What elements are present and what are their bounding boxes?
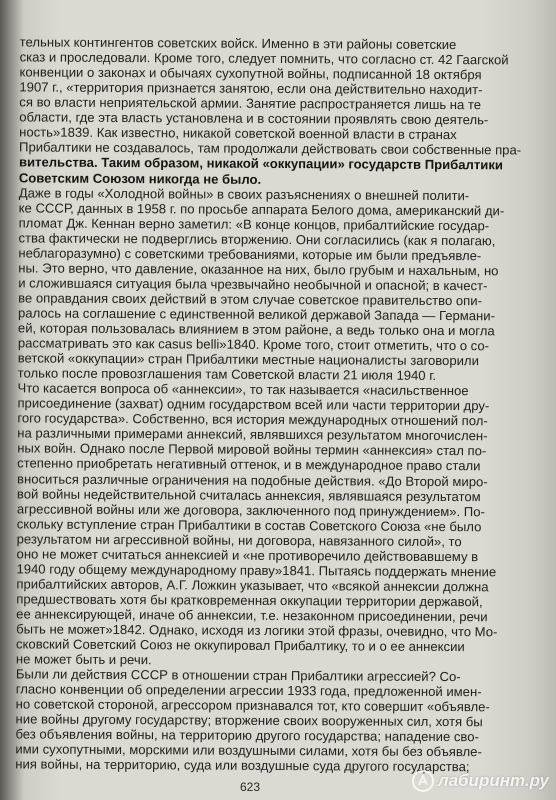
text-line: но советской стороной, агрессором признавался тот, кто совершит «объявле- bbox=[15, 696, 490, 715]
text-line: области, где эта власть установлена и в состоянии проявлять свою деятель- bbox=[19, 109, 489, 128]
text-line: предшествовать хотя бы кратковременная оккупации территории державой, bbox=[16, 591, 483, 610]
text-line: сказ и проследовали. Кроме того, следует помнить, что согласно ст. 42 Гаагской bbox=[19, 49, 509, 68]
text-line: сковский Советский Союз не оккупировал Прибалтику, то и о ее аннексии bbox=[15, 636, 465, 655]
text-line: 1907 г., «территория признается занятою, если она действительно находит- bbox=[19, 79, 483, 98]
text-line: гого государства». Собственно, вся история международных отношений пол- bbox=[17, 410, 488, 429]
text-line: быть не может»1842. Однако, исходя из логики этой фразы, очевидно, что Мо- bbox=[16, 621, 498, 640]
watermark-text: лабиринт.ру bbox=[438, 771, 549, 790]
text-line: агрессивной войны или же договора, заключенного под принуждением». По- bbox=[16, 500, 485, 519]
text-line: без объявления войны, на территорию другого государства; нападение сво- bbox=[15, 726, 479, 745]
text-line: Советским Союзом никогда не было. bbox=[18, 169, 262, 187]
text-line: Прибалтики не создавалось, там продолжали действовать свои собственные пра- bbox=[19, 139, 522, 158]
text-line: результатом ни агрессивной войны, ни договора, навязанного силой», то bbox=[16, 531, 462, 549]
text-line: ими сухопутными, морскими или воздушными силами, хотя бы без объявле- bbox=[15, 741, 482, 760]
text-line: и сложившаяся ситуация была чрезвычайно необычной и опасной; в качест- bbox=[18, 275, 488, 294]
text-line: Были ли действия СССР в отношении стран Прибалтики агрессией? Со- bbox=[15, 666, 461, 685]
book-page bbox=[15, 0, 540, 800]
text-line: ветской «оккупации» стран Прибалтики местные националисты заговорили bbox=[17, 350, 479, 369]
text-line: скольку вступление стран Прибалтики в состав Советского Союза «не было bbox=[16, 515, 482, 534]
text-line: присоединение (захват) одним государством всей или части территории дру- bbox=[17, 395, 490, 414]
text-line: ность»1839. Как известно, никакой советской военной власти в странах bbox=[19, 124, 457, 143]
text-line: ных войн. Однако после Первой мировой войны термин «аннексия» стал по- bbox=[17, 440, 487, 459]
text-line: не может быть и речи. bbox=[15, 651, 152, 668]
text-line: неблагоразумно) с советскими требованиями, которые им были предъявле- bbox=[18, 245, 482, 263]
text-line: пломат Дж. Кеннан верно заметил: «В конце концов, прибалтийские государ- bbox=[18, 215, 490, 233]
text-line: конвенции о законах и обычаях сухопутной войны, подписанной 18 октября bbox=[19, 64, 482, 83]
text-line: вноситься различные ограничения на подобные действия. «До Второй миро- bbox=[16, 470, 488, 489]
text-line: гласно конвенции об определении агрессии 1933 года, предложенной имен- bbox=[15, 681, 482, 700]
watermark bbox=[412, 770, 549, 792]
text-line: вой войны недействительной считалась аннексия, являвшаяся результатом bbox=[16, 485, 481, 504]
text-line: тельных контингентов советских войск. Именно в эти районы советские bbox=[19, 34, 457, 53]
text-line: рассматривать это как casus belli»1840. Кроме того, стоит отметить, что о со- bbox=[17, 335, 490, 354]
text-line: Даже в годы «Холодной войны» в своих разъяснениях о внешней полити- bbox=[18, 184, 470, 203]
text-line: прибалтийских авторов, А.Г. Ложкин указывает, что «всякой аннексии должна bbox=[16, 576, 489, 595]
text-line: оно не может считаться аннексией и «не противоречило действовавшему в bbox=[16, 546, 479, 564]
text-line: 1940 году общему международному праву»1841. Пытаясь поддержать мнение bbox=[16, 561, 497, 580]
text-line: ся во власти неприятельской армии. Занятие распространяется лишь на те bbox=[19, 94, 482, 113]
text-line: на различными примерами аннексий, являвшихся результатом многочислен- bbox=[17, 425, 488, 444]
text-line: ние войны другому государству; вторжение своих вооруженных сил, хотя бы bbox=[15, 711, 483, 730]
text-line: ее аннексирующей, иначе об аннексии, т.е. незаконном присоединении, речи bbox=[16, 606, 488, 625]
text-line: ве оправдания своих действий в этом случае советское правительство опи- bbox=[18, 290, 483, 309]
text-line: ке СССР, данных в 1958 г. по просьбе аппарата Белого дома, американский ди- bbox=[18, 200, 505, 218]
text-line: ства фактически не подверглись вторжению. Они согласились (как я полагаю, bbox=[18, 230, 496, 249]
text-line: степенно приобретать негативный оттенок, и в международное право стали bbox=[17, 455, 481, 474]
text-line: ния войны, на территорию, суда или воздушные суда другого государства; bbox=[15, 756, 470, 775]
text-line: вительства. Таким образом, никакой «оккупации» государств Прибалтики bbox=[18, 154, 503, 173]
page-number: 623 bbox=[240, 780, 261, 794]
text-line: ралось на соглашение с единственной великой державой Запада — Германи- bbox=[18, 305, 496, 324]
labirint-logo-icon bbox=[412, 770, 434, 792]
text-line: ны. Это верно, что давление, оказанное на них, было грубым и нахальным, но bbox=[18, 260, 499, 279]
text-line: только после провозглашения там Советской власти 21 июля 1940 г. bbox=[17, 365, 437, 384]
text-line: Что касается вопроса об «аннексии», то так называется «насильственное bbox=[17, 380, 469, 399]
text-line: ей, которая пользовалась влиянием в этом районе, а ведь только она и могла bbox=[17, 320, 495, 339]
